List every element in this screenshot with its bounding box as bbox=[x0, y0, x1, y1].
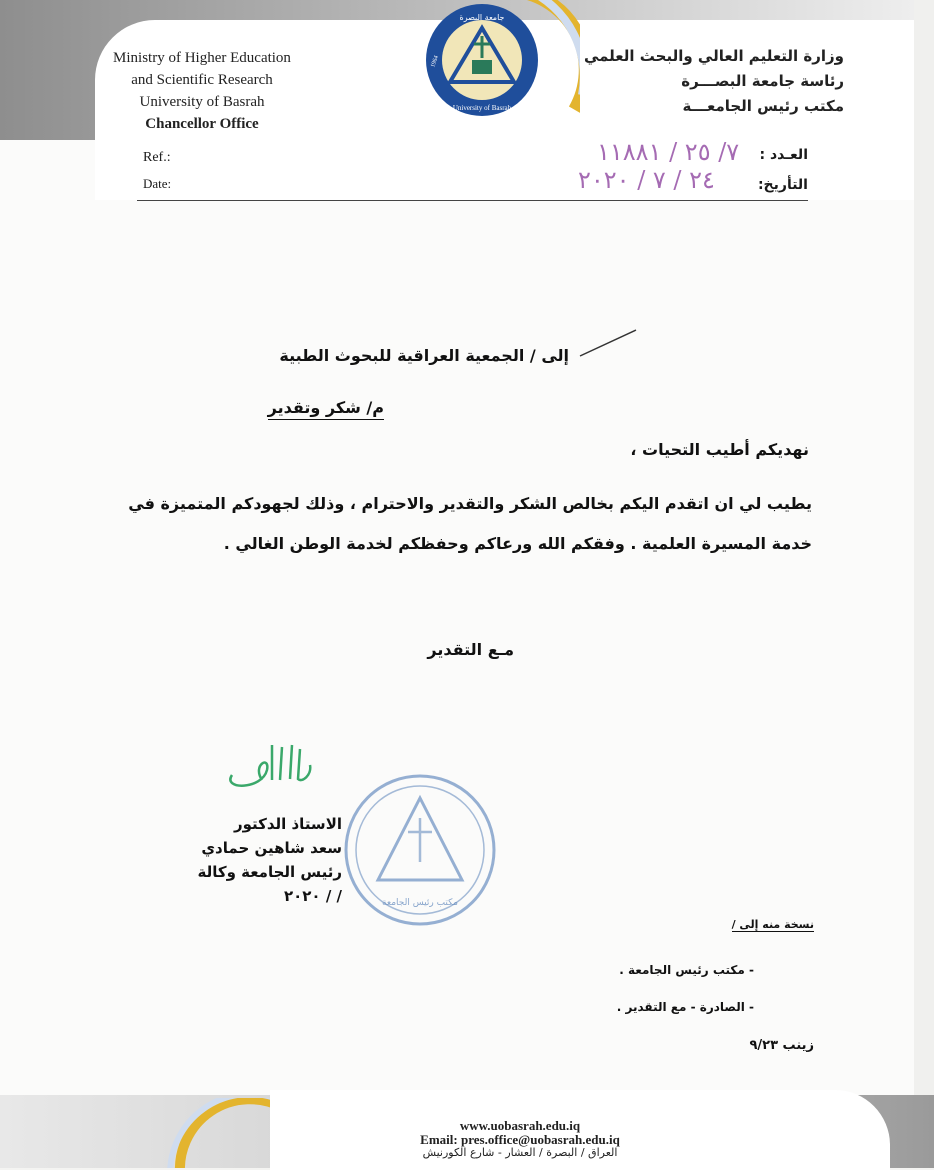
en-office-line: Chancellor Office bbox=[145, 116, 259, 132]
signatory-date: / / ٢٠٢٠ bbox=[283, 887, 342, 905]
arabic-letterhead bbox=[524, 44, 844, 119]
signatory-title: الاستاذ الدكتور bbox=[233, 815, 342, 833]
en-ministry-line-2: and Scientific Research bbox=[131, 72, 273, 88]
signatory-position: رئيس الجامعة وكالة bbox=[197, 863, 342, 881]
body-paragraph: يطيب لي ان اتقدم اليكم بخالص الشكر والتقدير والاحترام ، وذلك لجهودكم المتميزة في خدمة المسيرة العلمية . وفقكم الله ورعاكم وحفظكم لخدمة الوطن الغالي . bbox=[128, 494, 812, 553]
ar-presidency-line: رئاسة جامعة البصـــرة bbox=[681, 72, 844, 90]
copy-recipient-1: - مكتب رئيس الجامعة . bbox=[619, 963, 754, 977]
handwritten-date: ٢٤ / ٧ / ٢٠٢٠ bbox=[578, 166, 715, 194]
footer-address: العراق / البصرة / العشار - شارع الكورنيش bbox=[422, 1146, 618, 1159]
ar-office-line: مكتب رئيس الجامعـــة bbox=[682, 97, 844, 115]
subject-line: م/ شكر وتقدير bbox=[268, 398, 384, 420]
green-signature bbox=[222, 735, 322, 795]
closing-line: مـع التقدير bbox=[427, 640, 514, 659]
svg-text:University of Basrah: University of Basrah bbox=[452, 104, 512, 112]
pen-stroke-mark bbox=[578, 326, 638, 366]
svg-text:1964: 1964 bbox=[430, 54, 440, 69]
svg-text:جامعة البصرة: جامعة البصرة bbox=[459, 13, 505, 22]
footer-email: Email: pres.office@uobasrah.edu.iq bbox=[420, 1132, 620, 1147]
en-university-line: University of Basrah bbox=[139, 94, 265, 110]
footer-website: www.uobasrah.edu.iq bbox=[459, 1118, 581, 1133]
recipient-line: إلى / الجمعية العراقية للبحوث الطبية bbox=[279, 346, 569, 365]
signatory-name: سعد شاهين حمادي bbox=[201, 839, 342, 857]
ref-label: Ref.: bbox=[143, 150, 171, 165]
en-ministry-line-1: Ministry of Higher Education bbox=[113, 50, 291, 66]
handwritten-number: ٧/ ٢٥ / ١١٨٨١ bbox=[597, 138, 740, 166]
copy-recipient-2: - الصادرة - مع التقدير . bbox=[616, 1000, 754, 1014]
ar-date-label: التأريخ: bbox=[757, 177, 808, 193]
copies-heading: نسخة منه إلى / bbox=[731, 918, 814, 931]
english-letterhead bbox=[102, 47, 302, 135]
date-label: Date: bbox=[143, 176, 172, 191]
header-divider bbox=[137, 200, 808, 201]
ar-ministry-line: وزارة التعليم العالي والبحث العلمي bbox=[583, 47, 844, 65]
typist-note: زينب ٩/٢٣ bbox=[749, 1038, 814, 1053]
ar-number-label: العـدد : bbox=[759, 147, 808, 163]
svg-text:مكتب رئيس الجامعة: مكتب رئيس الجامعة bbox=[382, 898, 458, 908]
right-margin-strip bbox=[914, 0, 934, 1168]
official-stamp bbox=[340, 770, 500, 930]
signatory-block bbox=[197, 812, 342, 908]
greeting-line: نهديكم أطيب التحيات ، bbox=[630, 440, 809, 459]
